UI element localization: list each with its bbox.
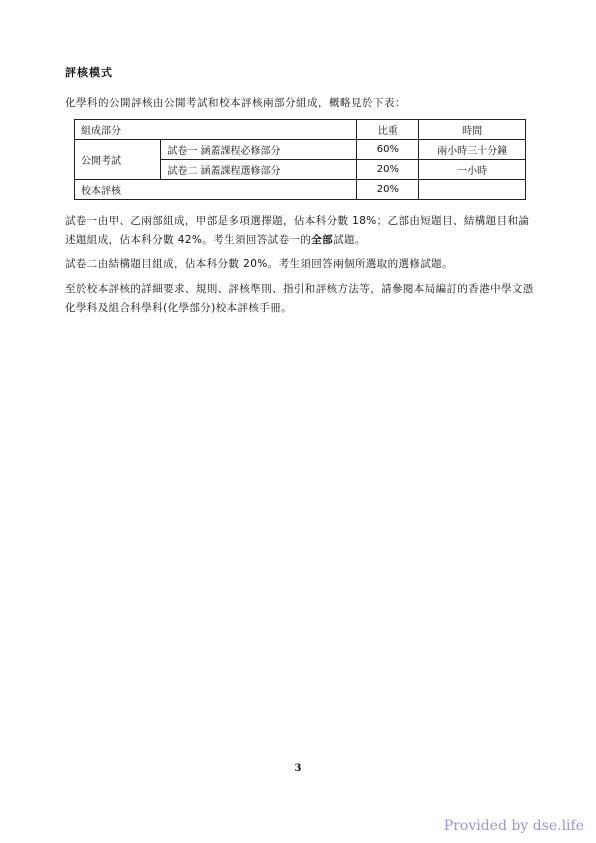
- paper2-weighting: 20%: [357, 160, 419, 180]
- public-exam-label: 公開考試: [75, 140, 161, 180]
- table-row: [75, 180, 526, 200]
- header-duration: 時間: [419, 120, 526, 140]
- watermark: Provided by dse.life: [443, 818, 584, 834]
- table-header-row: [75, 120, 526, 140]
- paper1-description-bold: 全部: [311, 234, 334, 246]
- sba-name: 校本評核: [75, 180, 357, 200]
- sba-description: 至於校本評核的詳細要求、規則、評核準則、指引和評核方法等，請參閱本局編訂的香港中學文憑化學科及組合科學科(化學部分)校本評核手冊。: [65, 283, 534, 314]
- table-row: [75, 140, 526, 160]
- page-number: 3: [294, 763, 302, 774]
- sba-duration: [419, 180, 526, 200]
- paper1-description-end: 試題。: [333, 234, 366, 246]
- assessment-table: [74, 119, 526, 200]
- header-weighting: 比重: [357, 120, 419, 140]
- paper1-duration: 兩小時三十分鐘: [419, 140, 526, 160]
- paper2-name: 試卷二 涵蓋課程選修部分: [161, 160, 357, 180]
- intro-text: 化學科的公開評核由公開考試和校本評核兩部分組成，概略見於下表：: [65, 97, 406, 109]
- paper1-description-text: 試卷一由甲、乙兩部組成，甲部是多項選擇題，佔本科分數 18%；乙部由短題目、結構題目和論述題組成，佔本科分數 42%。考生須回答試卷一的: [65, 215, 530, 246]
- header-component: 組成部分: [75, 120, 357, 140]
- section-heading: 評核模式: [65, 66, 113, 79]
- paper1-weighting: 60%: [357, 140, 419, 160]
- paper1-description: [65, 212, 540, 250]
- paper2-description: 試卷二由結構題目組成，佔本科分數 20%。考生須回答兩個所選取的選修試題。: [65, 258, 453, 270]
- paper1-name: 試卷一 涵蓋課程必修部分: [161, 140, 357, 160]
- sba-weighting: 20%: [357, 180, 419, 200]
- paper2-duration: 一小時: [419, 160, 526, 180]
